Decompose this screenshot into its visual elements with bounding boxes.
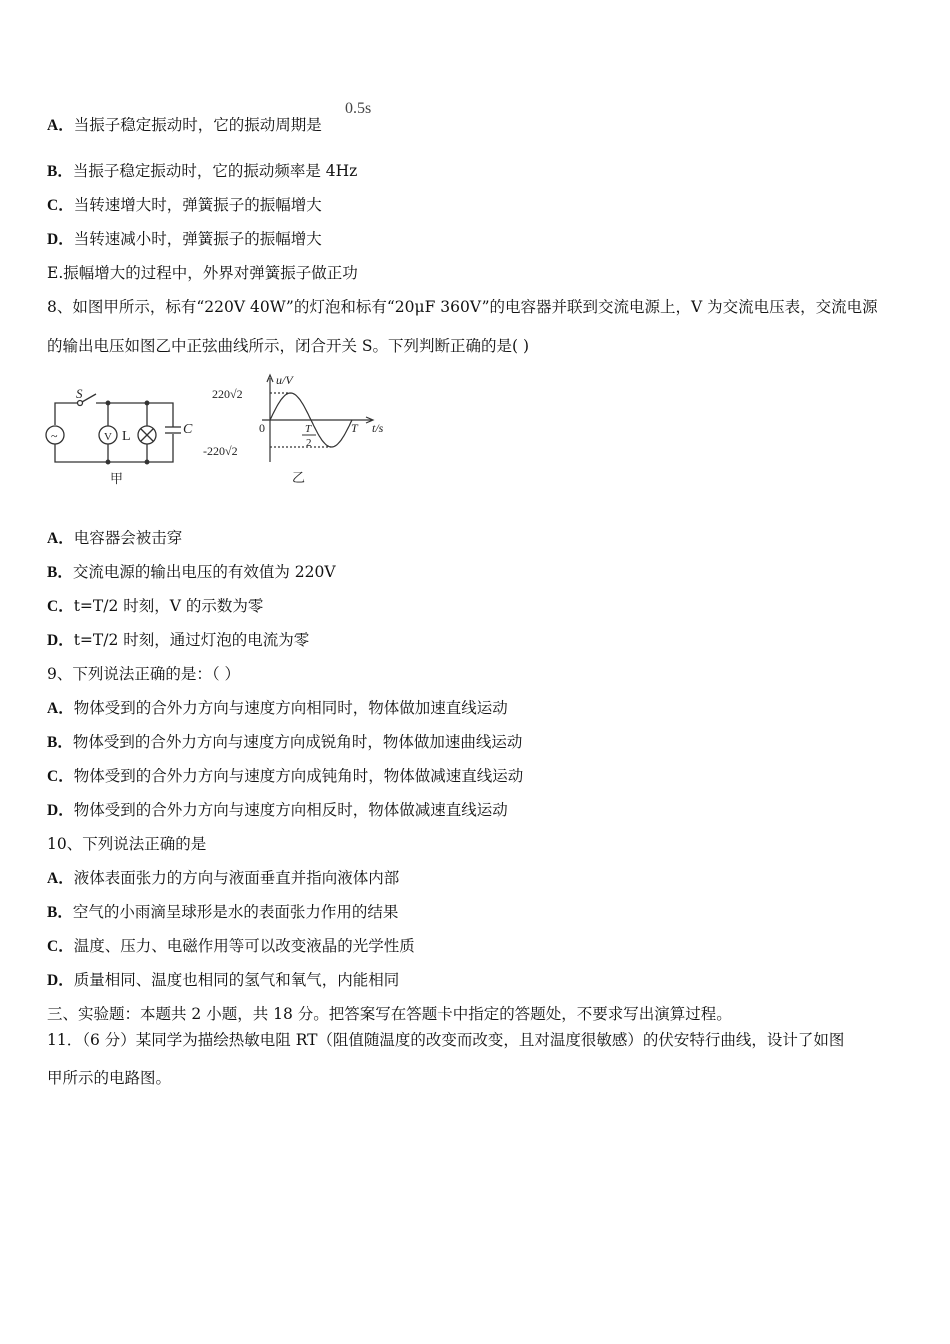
- section-3-heading: 三、实验题：本题共 2 小题，共 18 分。把答案写在答题卡中指定的答题处，不要求写出演算过程。: [47, 1005, 732, 1023]
- voltmeter-label: V: [104, 431, 112, 443]
- x-axis-label: t/s: [372, 421, 384, 435]
- q8-option-a: [47, 528, 182, 549]
- option-text: 物体受到的合外力方向与速度方向成锐角时，物体做加速曲线运动: [72, 733, 523, 751]
- option-text: 温度、压力、电磁作用等可以改变液晶的光学性质: [73, 937, 415, 955]
- circuit-diagram: [46, 394, 181, 464]
- q8-option-b: [47, 562, 336, 583]
- option-text: t=T/2 时刻，V 的示数为零: [73, 597, 264, 615]
- option-text: 当转速减小时，弹簧振子的振幅增大: [73, 230, 322, 248]
- capacitor-label: C: [183, 422, 193, 437]
- option-text: 交流电源的输出电压的有效值为 220V: [72, 563, 336, 581]
- option-label: D．: [47, 972, 74, 989]
- option-text: 当振子稳定振动时，它的振动周期是: [73, 116, 322, 134]
- y-axis-label: u/V: [276, 373, 293, 387]
- option-label: B．: [47, 904, 73, 921]
- option-text: 液体表面张力的方向与液面垂直并指向液体内部: [73, 869, 400, 887]
- option-label: C．: [47, 598, 74, 615]
- option-label: B．: [47, 163, 73, 180]
- q8-option-d: [47, 630, 309, 651]
- voltage-graph: [262, 375, 373, 462]
- q11-stem-line2: 甲所示的电路图。: [47, 1069, 172, 1087]
- option-label: C．: [47, 197, 74, 214]
- option-label: A．: [47, 700, 74, 717]
- option-label: B．: [47, 564, 73, 581]
- q9-option-b: [47, 732, 522, 753]
- option-label: A．: [47, 530, 74, 547]
- option-label: C．: [47, 938, 74, 955]
- option-label: C．: [47, 768, 74, 785]
- q9-stem: 9、下列说法正确的是：（ ）: [47, 665, 241, 683]
- q8-stem-line1: 8、如图甲所示，标有“220V 40W”的灯泡和标有“20μF 360V”的电容器并联到交流电源上，V 为交流电压表，交流电源: [47, 298, 878, 316]
- option-label: A．: [47, 870, 74, 887]
- option-text: 电容器会被击穿: [73, 529, 183, 547]
- q9-option-c: [47, 766, 523, 787]
- period-label: T: [351, 421, 358, 435]
- q8-stem-line2: 的输出电压如图乙中正弦曲线所示，闭合开关 S。下列判断正确的是( ): [47, 337, 530, 355]
- lamp-label: L: [122, 429, 131, 444]
- option-label: B．: [47, 734, 73, 751]
- option-text: 物体受到的合外力方向与速度方向相同时，物体做加速直线运动: [73, 699, 508, 717]
- origin-label: 0: [259, 421, 265, 435]
- switch-label: S: [76, 386, 83, 401]
- q8-option-c: [47, 596, 263, 617]
- option-label: D．: [47, 802, 74, 819]
- option-label: D．: [47, 632, 74, 649]
- half-period-denominator: 2: [306, 437, 312, 449]
- q10-option-d: [47, 970, 399, 991]
- q10-stem: 10、下列说法正确的是: [47, 835, 207, 853]
- q10-option-b: [47, 902, 398, 923]
- caption-jia: 甲: [110, 471, 124, 486]
- option-text: t=T/2 时刻，通过灯泡的电流为零: [73, 631, 310, 649]
- option-label: A．: [47, 117, 74, 134]
- q9-option-d: [47, 800, 508, 821]
- q8-figure: [0, 0, 950, 500]
- y-min-label: -220√2: [203, 444, 238, 458]
- source-label: ~: [51, 429, 58, 443]
- option-text: 当转速增大时，弹簧振子的振幅增大: [73, 196, 322, 214]
- q11-stem-line1: 11．（6 分）某同学为描绘热敏电阻 RT（阻值随温度的改变而改变，且对温度很敏感）的伏安特行曲线，设计了如图: [47, 1031, 845, 1049]
- q9-option-a: [47, 698, 508, 719]
- y-max-label: 220√2: [212, 387, 243, 401]
- q10-option-c: [47, 936, 415, 957]
- caption-yi: 乙: [292, 470, 306, 485]
- q7-option-a-value: 0.5s: [345, 100, 372, 117]
- option-text: 物体受到的合外力方向与速度方向成钝角时，物体做减速直线运动: [73, 767, 524, 785]
- option-text: 当振子稳定振动时，它的振动频率是 4Hz: [72, 162, 358, 180]
- q7-option-e: E.振幅增大的过程中，外界对弹簧振子做正功: [47, 264, 358, 282]
- option-text: 物体受到的合外力方向与速度方向相反时，物体做减速直线运动: [73, 801, 508, 819]
- half-period-numerator: T: [305, 423, 312, 435]
- q10-option-a: [47, 868, 399, 889]
- option-text: 质量相同、温度也相同的氢气和氧气，内能相同: [73, 971, 400, 989]
- option-text: 空气的小雨滴呈球形是水的表面张力作用的结果: [72, 903, 399, 921]
- option-label: D．: [47, 231, 74, 248]
